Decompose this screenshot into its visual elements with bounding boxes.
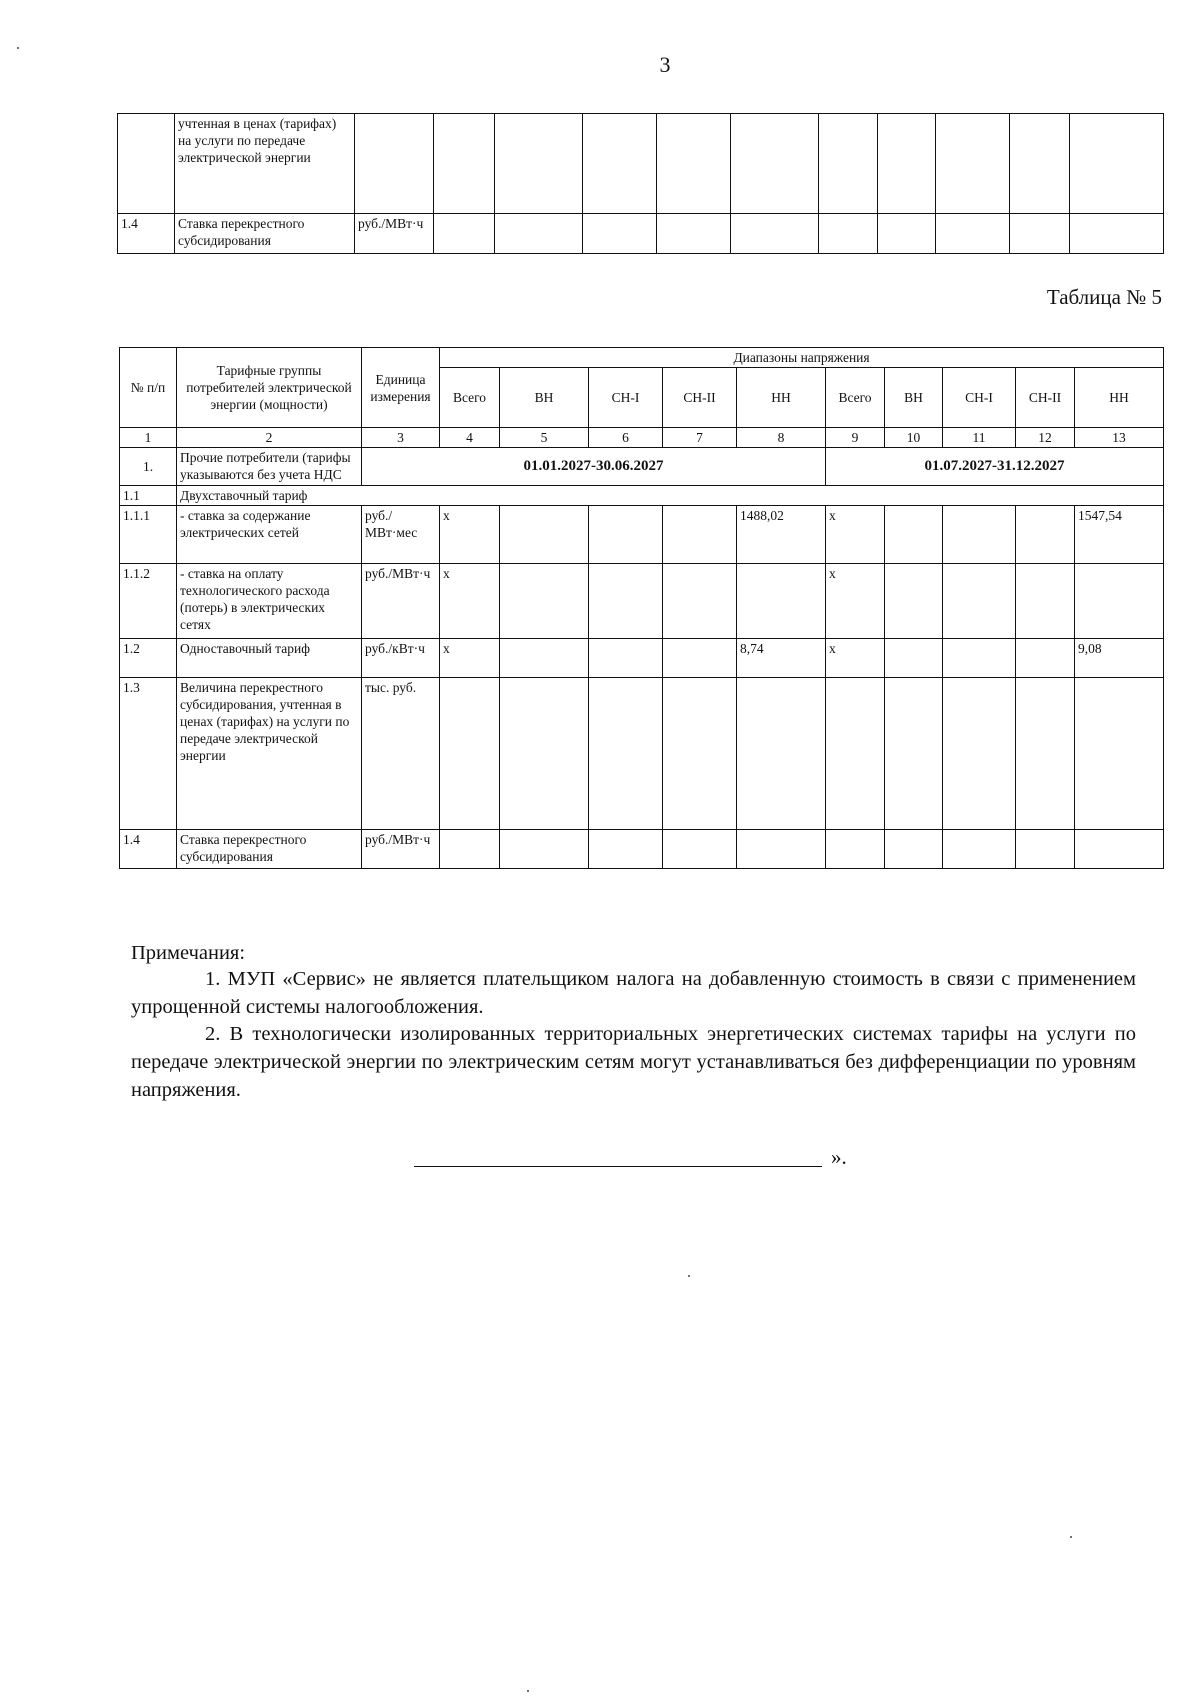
tariff-group: - ставка на оплату технологического расхода (потерь) в электрических сетях [177, 564, 362, 639]
header-unit: Единица измерения [362, 348, 440, 428]
scan-speck [527, 1690, 529, 1692]
row-number: 1.3 [120, 678, 177, 830]
col-number: 13 [1075, 428, 1164, 448]
unit: тыс. руб. [362, 678, 440, 830]
header-ranges: Диапазоны напряжения [440, 348, 1164, 368]
row-number: 1. [120, 448, 177, 486]
col-number: 11 [943, 428, 1016, 448]
header-col: СН-II [663, 368, 737, 428]
note-text: 1. МУП «Сервис» не является плательщиком налога на добавленную стоимость в связи с применением упрощенной системы налогообложения. [131, 968, 1136, 1018]
period-2: 01.07.2027-31.12.2027 [826, 448, 1164, 486]
unit: руб./МВт·ч [362, 564, 440, 639]
note-2 [131, 1020, 1136, 1104]
tariff-group: Ставка перекрестного субсидирования [177, 830, 362, 869]
table-title: Таблица № 5 [1046, 285, 1162, 309]
unit [355, 114, 434, 214]
col-number: 2 [177, 428, 362, 448]
header-group: Тарифные группы потребителей электрической энергии (мощности) [177, 348, 362, 428]
unit: руб./МВт·ч [362, 830, 440, 869]
total-1: x [440, 564, 500, 639]
nn-value-2: 1547,54 [1075, 506, 1164, 564]
column-numbers-row [120, 428, 1164, 448]
table-row [120, 639, 1164, 678]
table-row [120, 448, 1164, 486]
header-num: № п/п [120, 348, 177, 428]
header-row [120, 348, 1164, 368]
tariff-group: Ставка перекрестного субсидирования [175, 214, 355, 254]
total-2: x [826, 506, 885, 564]
col-number: 8 [737, 428, 826, 448]
tariff-group: Величина перекрестного субсидирования, учтенная в ценах (тарифах) на услуги по передаче электрической энергии [177, 678, 362, 830]
unit: руб./МВт·ч [355, 214, 434, 254]
nn-value-1: 8,74 [737, 639, 826, 678]
table-row [118, 214, 1164, 254]
header-col: СН-I [589, 368, 663, 428]
row-number: 1.4 [118, 214, 175, 254]
row-number [118, 114, 175, 214]
col-number: 5 [500, 428, 589, 448]
table-row [118, 114, 1164, 214]
total-2: x [826, 564, 885, 639]
scan-speck [1070, 1536, 1072, 1538]
continued-table [117, 113, 1164, 254]
total-1: x [440, 639, 500, 678]
nn-value-2: 9,08 [1075, 639, 1164, 678]
table-row [120, 486, 1164, 506]
header-col: ВН [500, 368, 589, 428]
col-number: 1 [120, 428, 177, 448]
tariff-table [119, 347, 1164, 869]
signature-line [414, 1144, 822, 1167]
row-number: 1.2 [120, 639, 177, 678]
col-number: 6 [589, 428, 663, 448]
header-col: СН-II [1016, 368, 1075, 428]
unit: руб./кВт·ч [362, 639, 440, 678]
total-2: x [826, 639, 885, 678]
tariff-group: - ставка за содержание электрических сетей [177, 506, 362, 564]
header-col: НН [737, 368, 826, 428]
table-row [120, 564, 1164, 639]
tariff-group: учтенная в ценах (тарифах) на услуги по передаче электрической энергии [175, 114, 355, 214]
header-col: НН [1075, 368, 1164, 428]
col-number: 4 [440, 428, 500, 448]
unit: руб./МВт·мес [362, 506, 440, 564]
tariff-group: Прочие потребители (тарифы указываются без учета НДС [177, 448, 362, 486]
col-number: 3 [362, 428, 440, 448]
tariff-group: Одноставочный тариф [177, 639, 362, 678]
col-number: 10 [885, 428, 943, 448]
total-1: x [440, 506, 500, 564]
header-col: СН-I [943, 368, 1016, 428]
note-1 [131, 965, 1136, 1021]
table-row [120, 506, 1164, 564]
table-row [120, 678, 1164, 830]
col-number: 7 [663, 428, 737, 448]
header-col: Всего [826, 368, 885, 428]
closing-quote: ». [831, 1145, 847, 1169]
row-number: 1.1 [120, 486, 177, 506]
col-number: 9 [826, 428, 885, 448]
row-number: 1.4 [120, 830, 177, 869]
scan-speck [17, 47, 19, 49]
page-number: 3 [659, 52, 671, 77]
note-text: 2. В технологически изолированных территориальных энергетических системах тарифы на услуги по передаче электрической энергии по электрическим сетям могут устанавливаться без дифференциации по уровням напряжения. [131, 1023, 1136, 1101]
tariff-group: Двухставочный тариф [177, 486, 1164, 506]
scan-speck [688, 1275, 690, 1277]
row-number: 1.1.2 [120, 564, 177, 639]
row-number: 1.1.1 [120, 506, 177, 564]
header-col: Всего [440, 368, 500, 428]
notes-title: Примечания: [131, 942, 246, 964]
nn-value-1: 1488,02 [737, 506, 826, 564]
period-1: 01.01.2027-30.06.2027 [362, 448, 826, 486]
table-row [120, 830, 1164, 869]
header-col: ВН [885, 368, 943, 428]
col-number: 12 [1016, 428, 1075, 448]
